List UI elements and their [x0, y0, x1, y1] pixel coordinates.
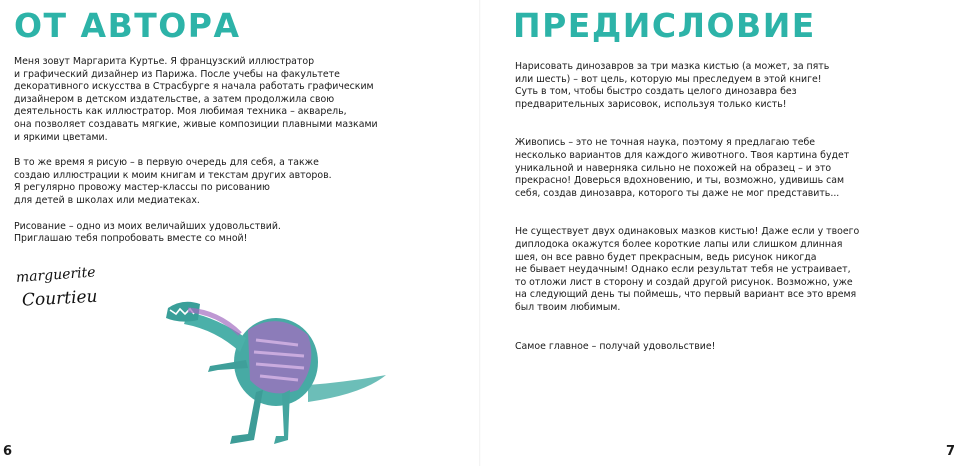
text-line: Не существует двух одинаковых мазков кистью! Даже если у твоего: [515, 226, 860, 238]
text-line: прекрасно! Доверься вдохновению, и ты, возможно, удивишь сам: [515, 175, 845, 187]
text-line: был твоим любимым.: [515, 301, 621, 313]
paragraph: [515, 61, 845, 111]
left-page-heading: ОТ АВТОРА: [14, 6, 241, 45]
text-line: декоративного искусства в Страсбурге я начала работать графическим: [14, 81, 374, 93]
text-line: создаю иллюстрации к моим книгам и текстам других авторов.: [14, 169, 332, 181]
text-line: она позволяет создавать мягкие, живые композиции плавными мазками: [14, 118, 378, 130]
left-page: [0, 0, 480, 466]
text-line: и яркими цветами.: [14, 131, 108, 143]
text-line: Приглашаю тебя попробовать вместе со мной!: [14, 233, 248, 245]
left-page-body: [14, 56, 378, 259]
paragraph: [515, 341, 845, 354]
paragraph: [14, 157, 359, 207]
page-number: 6: [3, 444, 13, 459]
dinosaur-watercolor-icon: [158, 290, 393, 450]
text-line: Живопись – это не точная наука, поэтому я предлагаю тебе: [515, 137, 816, 149]
text-line: то отложи лист в сторону и создай другой рисунок. Возможно, уже: [515, 276, 853, 288]
author-signature: [14, 262, 124, 314]
text-line: В то же время я рисую – в первую очередь для себя, а также: [14, 157, 319, 169]
text-line: деятельность как иллюстратор. Моя любимая техника – акварель,: [14, 106, 347, 118]
text-line: предварительных зарисовок, используя только кисть!: [515, 98, 787, 110]
text-line: себя, создав динозавра, которого ты даже не мог представить...: [515, 187, 840, 199]
text-line: Самое главное – получай удовольствие!: [515, 340, 716, 352]
text-line: дизайнером в детском издательстве, а затем продолжила свою: [14, 93, 335, 105]
svg-text:Courtieu: Courtieu: [21, 286, 99, 311]
right-page-body: [515, 61, 860, 366]
paragraph: [14, 221, 359, 246]
text-line: на следующий день ты поймешь, что первый вариант все это время: [515, 289, 857, 301]
text-line: Меня зовут Маргарита Куртье. Я французский иллюстратор: [14, 56, 315, 67]
text-line: не бывает неудачным! Однако если результат тебя не устраивает,: [515, 264, 851, 276]
text-line: Рисование – одно из моих величайших удовольствий.: [14, 220, 281, 232]
text-line: Нарисовать динозавров за три мазка кистью (а может, за пять: [515, 61, 830, 72]
text-line: диплодока окажутся более короткие лапы или слишком длинная: [515, 238, 843, 250]
paragraph: [515, 226, 860, 314]
text-line: для детей в школах или медиатеках.: [14, 194, 200, 206]
right-page-heading: ПРЕДИСЛОВИЕ: [513, 6, 816, 45]
text-line: или шесть) – вот цель, которую мы преследуем в этой книге!: [515, 73, 822, 85]
svg-text:marguerite: marguerite: [15, 264, 97, 286]
paragraph: [515, 137, 850, 200]
paragraph: [14, 56, 378, 144]
text-line: уникальной и наверняка сильно не похожей на образец – и это: [515, 162, 832, 174]
text-line: Суть в том, чтобы быстро создать целого динозавра без: [515, 86, 797, 98]
right-page: [481, 0, 961, 466]
text-line: и графический дизайнер из Парижа. После учебы на факультете: [14, 68, 340, 80]
page-number: 7: [945, 444, 955, 459]
text-line: Я регулярно провожу мастер-классы по рисованию: [14, 182, 270, 194]
text-line: несколько вариантов для каждого животного. Твоя картина будет: [515, 149, 850, 161]
text-line: шея, он все равно будет прекрасным, ведь рисунок никогда: [515, 251, 817, 263]
